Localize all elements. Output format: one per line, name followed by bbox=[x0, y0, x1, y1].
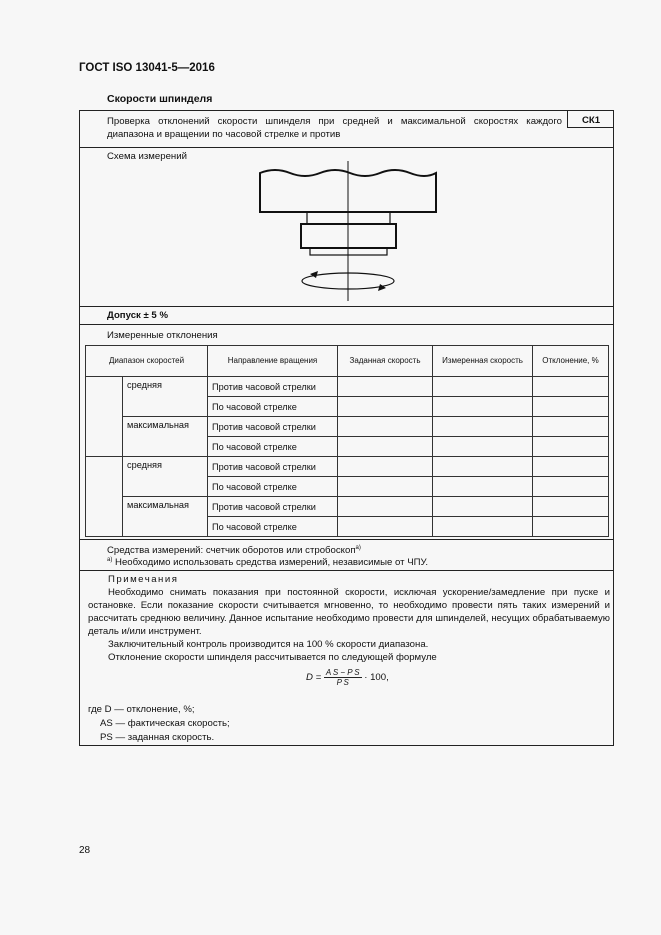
spindle-diagram bbox=[250, 161, 440, 301]
measured-label: Измеренные отклонения bbox=[107, 330, 218, 341]
tolerance: Допуск ± 5 % bbox=[107, 310, 168, 321]
def-ps: PS — заданная скорость. bbox=[100, 732, 215, 743]
measurement-table bbox=[85, 345, 609, 537]
col-range: Диапазон скоростей bbox=[86, 346, 208, 377]
where-d: где D — отклонение, %; bbox=[88, 704, 195, 715]
notes-title: Примечания bbox=[108, 574, 179, 585]
scheme-label: Схема измерений bbox=[107, 151, 187, 162]
table-row: максимальная Против часовой стрелки bbox=[86, 497, 609, 517]
standard-header: ГОСТ ISO 13041-5—2016 bbox=[79, 62, 215, 74]
table-header bbox=[86, 346, 609, 377]
table-row: максимальная Против часовой стрелки bbox=[86, 417, 609, 437]
table-row: По часовой стрелке bbox=[86, 397, 609, 417]
col-deviation: Отклонение, % bbox=[533, 346, 609, 377]
instruments-footnote: $^{а)}$ Необходимо использовать средства измерений, независимые от ЧПУ. bbox=[107, 557, 428, 569]
table-row: средняя Против часовой стрелки bbox=[86, 377, 609, 397]
section-title: Скорости шпинделя bbox=[107, 93, 213, 105]
table-row: По часовой стрелке bbox=[86, 477, 609, 497]
deviation-formula: D = $\frac{\text{A S − P S}}{\text{P S}}$ · 100, bbox=[306, 668, 389, 687]
notes-p1: Необходимо снимать показания при постоянной скорости, исключая ускорение/замедление при пуске и остановке. Если показание скорости считывается мгновенно, то необходимо провести пять таких измерений и рассчитать среднюю величину. Данное испытание необходимо провести для шпинделей, несущих обрабатываемую деталь и/или инструмент. bbox=[88, 587, 610, 637]
col-direction: Направление вращения bbox=[208, 346, 338, 377]
notes bbox=[88, 573, 610, 664]
col-measured-speed: Измеренная скорость bbox=[433, 346, 533, 377]
col-set-speed: Заданная скорость bbox=[338, 346, 433, 377]
notes-p3: Отклонение скорости шпинделя рассчитывается по следующей формуле bbox=[108, 652, 437, 663]
check-code: СК1 bbox=[581, 115, 601, 126]
table-row: По часовой стрелке bbox=[86, 517, 609, 537]
table-row: средняя Против часовой стрелки bbox=[86, 457, 609, 477]
instruments-text: Средства измерений: счетчик оборотов или стробоскоп$^{а)}$ bbox=[107, 545, 361, 557]
check-description: Проверка отклонений скорости шпинделя при средней и максимальной скоростях каждого диапазона и вращении по часовой стрелке и против bbox=[107, 116, 562, 140]
notes-p2: Заключительный контроль производится на 100 % скорости диапазона. bbox=[108, 639, 429, 650]
def-as: AS — фактическая скорость; bbox=[100, 718, 230, 729]
page-number: 28 bbox=[79, 845, 91, 856]
table-row: По часовой стрелке bbox=[86, 437, 609, 457]
